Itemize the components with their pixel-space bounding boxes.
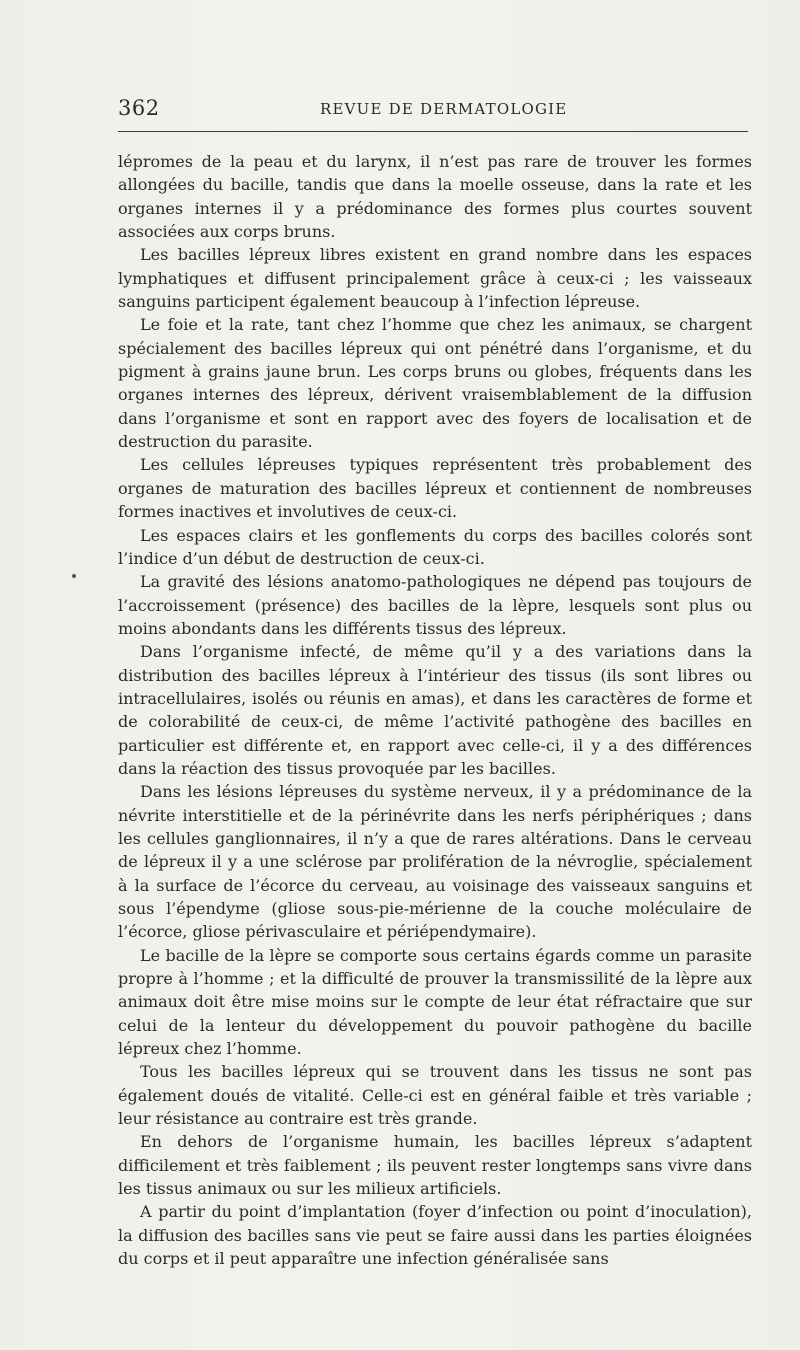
paragraph: Tous les bacilles lépreux qui se trouvent dans les tissus ne sont pas également doués de vitalité. Celle-ci est en général faible et très variable ; leur résistance au contraire est très grande. [118, 1062, 752, 1129]
paragraph: Les espaces clairs et les gonflements du corps des bacilles colorés sont l’indice d’un début de destruction de ceux-ci. [118, 525, 752, 568]
margin-mark [72, 574, 76, 578]
paragraph: La gravité des lésions anatomo-pathologiques ne dépend pas toujours de l’accroissement (présence) des bacilles de la lèpre, lesquels sont plus ou moins abondants dans les différents tissus des lépreux. [118, 572, 752, 638]
page-header [118, 96, 750, 124]
paragraph: Dans les lésions lépreuses du système nerveux, il y a prédominance de la névrite interstitielle et de la périnévrite dans les nerfs périphériques ; dans les cellules ganglionnaires, il n’y a que de rares altérations. Dans le cerveau de lépreux il y a une sclérose par prolifération de la névroglie, spécialement à la surface de l’écorce du cerveau, au voisinage des vaisseaux sanguins et sous l’épendyme (gliose sous-pie-mérienne de la couche moléculaire de l’écorce, gliose périvasculaire et périépendymaire). [118, 782, 752, 942]
paragraph: Dans l’organisme infecté, de même qu’il y a des variations dans la distribution des bacilles lépreux à l’intérieur des tissus (ils sont libres ou intracellulaires, isolés ou réunis en amas), et dans les caractères de forme et de colorabilité de ceux-ci, de même l’activité pathogène des bacilles en particulier est différente et, en rapport avec celle-ci, il y a des différences dans la réaction des tissus provoquée par les bacilles. [118, 642, 752, 778]
paragraph: lépromes de la peau et du larynx, il n’est pas rare de trouver les formes allongées du bacille, tandis que dans la moelle osseuse, dans la rate et les organes internes il y a prédominance des formes plus courtes souvent associées aux corps bruns. [118, 152, 752, 242]
paragraph: Le foie et la rate, tant chez l’homme que chez les animaux, se chargent spécialement des bacilles lépreux qui ont pénétré dans l’organisme, et du pigment à grains jaune brun. Les corps bruns ou globes, fréquents dans les organes internes des lépreux, dérivent vraisemblablement de la diffusion dans l’organisme et sont en rapport avec des foyers de localisation et de destruction du parasite. [118, 315, 752, 452]
paragraph: Les bacilles lépreux libres existent en grand nombre dans les espaces lymphatiques et diffusent principalement grâce à ceux-ci ; les vaisseaux sanguins participent également beaucoup à l’infection lépreuse. [118, 245, 752, 312]
page-number: 362 [118, 96, 160, 120]
header-rule [118, 131, 748, 132]
paragraph: En dehors de l’organisme humain, les bacilles lépreux s’adaptent difficilement et très faiblement ; ils peuvent rester longtemps sans vivre dans les tissus animaux ou sur les milieux artificiels. [118, 1132, 752, 1199]
paragraph: A partir du point d’implantation (foyer d’infection ou point d’inoculation), la diffusion des bacilles sans vie peut se faire aussi dans les parties éloignées du corps et il peut apparaître une infection généralisée sans [118, 1202, 752, 1269]
running-title: REVUE DE DERMATOLOGIE [320, 100, 568, 118]
paragraph: Les cellules lépreuses typiques représentent très probablement des organes de maturation des bacilles lépreux et contiennent de nombreuses formes inactives et involutives de ceux-ci. [118, 455, 752, 522]
paragraph: Le bacille de la lèpre se comporte sous certains égards comme un parasite propre à l’homme ; et la difficulté de prouver la transmissilité de la lèpre aux animaux doit être mise moins sur le compte de leur état réfractaire que sur celui de la lenteur du développement du pouvoir pathogène du bacille lépreux chez l’homme. [118, 945, 752, 1059]
body-text [118, 150, 752, 1271]
